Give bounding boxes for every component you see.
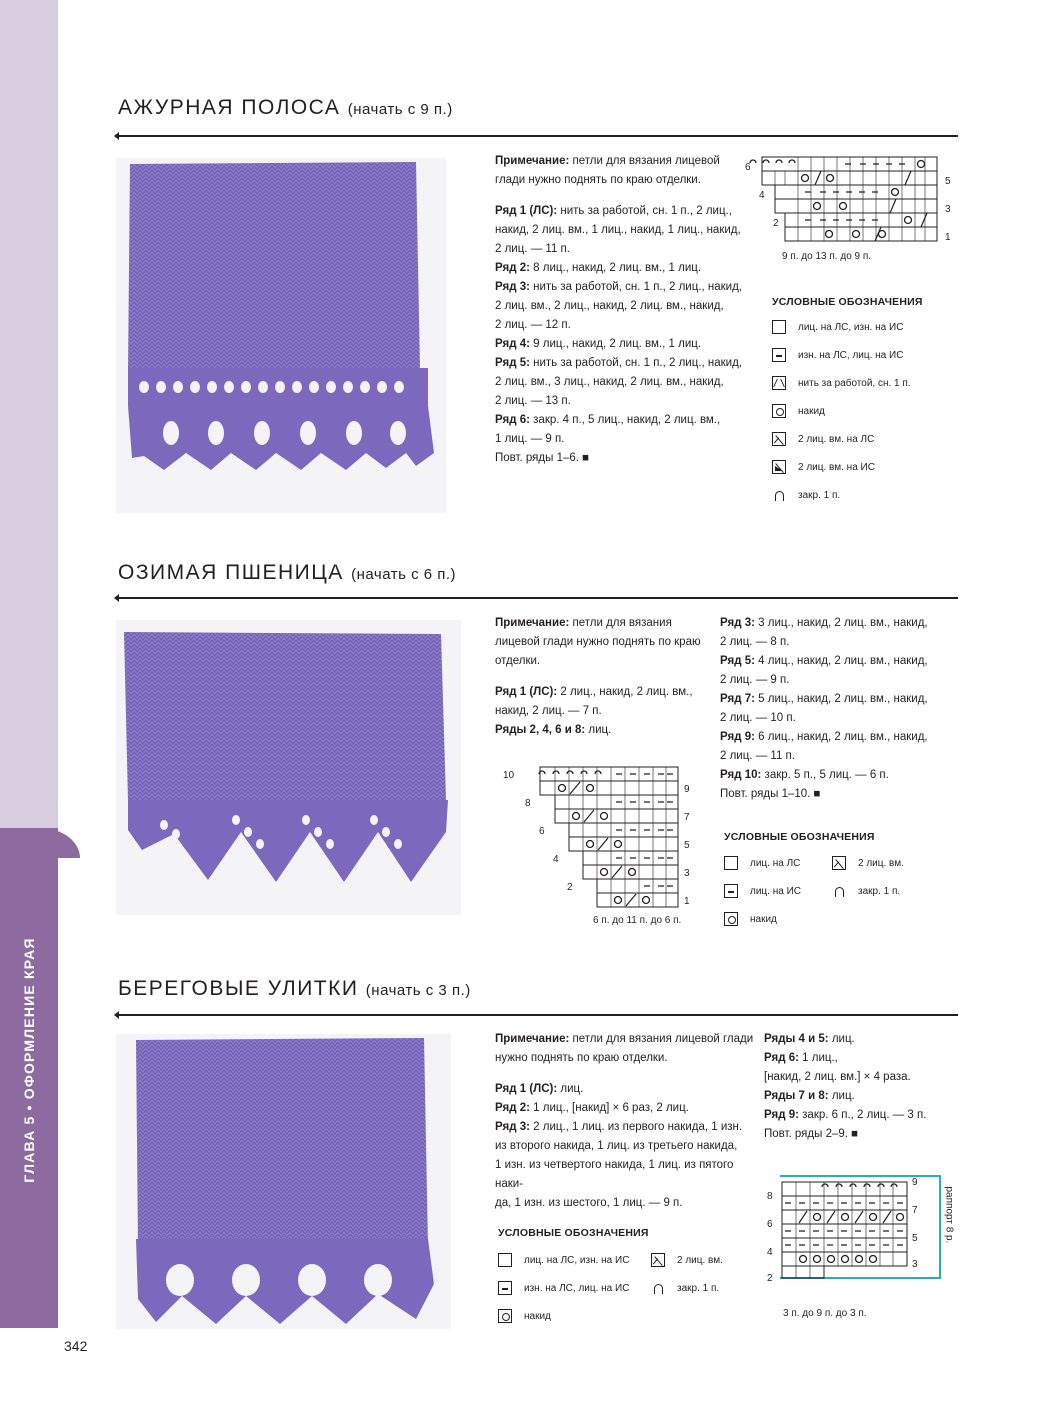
section-3-rule bbox=[118, 1014, 958, 1016]
section-1-chart-left-4: 4 bbox=[759, 190, 765, 201]
section-1-rule bbox=[118, 135, 958, 137]
k2tog-ws-icon bbox=[772, 460, 786, 474]
section-2-rule bbox=[118, 597, 958, 599]
section-3-chart-caption: 3 п. до 9 п. до 3 п. bbox=[783, 1308, 867, 1319]
section-1-legend-title: УСЛОВНЫЕ ОБОЗНАЧЕНИЯ bbox=[772, 296, 923, 308]
section-3-legend-row: 2 лиц. вм. bbox=[651, 1253, 723, 1267]
purl-icon bbox=[772, 348, 786, 362]
section-3-chart-left-8: 8 bbox=[767, 1191, 773, 1202]
section-3-chart-left-6: 6 bbox=[767, 1219, 773, 1230]
section-3-legend-row: накид bbox=[498, 1309, 551, 1323]
k2tog-icon bbox=[651, 1253, 665, 1267]
section-2-legend-row: лиц. на ИС bbox=[724, 884, 801, 898]
section-1-chart-right-1: 1 bbox=[945, 232, 951, 243]
purl-icon bbox=[498, 1281, 512, 1295]
section-3-chart bbox=[760, 1168, 960, 1328]
section-1-chart-grid bbox=[745, 155, 965, 265]
section-1-chart bbox=[745, 155, 965, 265]
section-3-chart-right-7: 7 bbox=[912, 1205, 918, 1216]
section-3-row-3: Ряд 3: 2 лиц., 1 лиц. из первого накида, 1 изн. из второго накида, 1 лиц. из третьего накида, 1 изн. из четвертого накида, 1 лиц. из пятого нaки- да, 1 изн. из шестого, 1 лиц. — 9 п. bbox=[495, 1121, 743, 1209]
section-2-chart-grid bbox=[503, 765, 703, 915]
section-1-repeat: Повт. ряды 1–6. ■ bbox=[495, 452, 590, 464]
section-2-chart-left-4: 4 bbox=[553, 854, 559, 865]
section-3-row-9: Ряд 9: закр. 6 п., 2 лиц. — 3 п. bbox=[764, 1109, 927, 1121]
section-3-instructions-right bbox=[764, 1030, 964, 1144]
section-2-row-3: Ряд 3: 3 лиц., накид, 2 лиц. вм., накид, 2 лиц. — 8 п. bbox=[720, 617, 928, 648]
section-2-chart-right-5: 5 bbox=[684, 840, 690, 851]
yarn-over-icon bbox=[498, 1309, 512, 1323]
section-2-chart-left-6: 6 bbox=[539, 826, 545, 837]
section-2-row-7: Ряд 7: 5 лиц., накид, 2 лиц. вм., накид, 2 лиц. — 10 п. bbox=[720, 693, 928, 724]
bind-off-icon bbox=[651, 1281, 665, 1295]
k2tog-icon bbox=[832, 856, 846, 870]
section-1-chart-caption: 9 п. до 13 п. до 9 п. bbox=[782, 251, 872, 262]
section-2-repeat: Повт. ряды 1–10. ■ bbox=[720, 788, 821, 800]
section-1-subtitle: (начать с 9 п.) bbox=[347, 101, 453, 118]
section-1-legend-row: 2 лиц. вм. на ИС bbox=[772, 460, 875, 474]
yarn-over-icon bbox=[724, 912, 738, 926]
section-2-chart-left-10: 10 bbox=[503, 770, 515, 781]
section-3-legend-title: УСЛОВНЫЕ ОБОЗНАЧЕНИЯ bbox=[498, 1227, 649, 1239]
section-3-chart-left-4: 4 bbox=[767, 1247, 773, 1258]
section-2-rows-even: Ряды 2, 4, 6 и 8: лиц. bbox=[495, 724, 612, 736]
knit-icon bbox=[498, 1253, 512, 1267]
sidebar-light bbox=[0, 0, 58, 828]
section-2-row-9: Ряд 9: 6 лиц., накид, 2 лиц. вм., накид, 2 лиц. — 11 п. bbox=[720, 731, 928, 762]
slip-stitch-icon bbox=[772, 376, 786, 390]
section-2-legend-row: 2 лиц. вм. bbox=[832, 856, 904, 870]
section-2-chart-right-7: 7 bbox=[684, 812, 690, 823]
knit-icon bbox=[724, 856, 738, 870]
section-1-row-6: Ряд 6: закр. 4 п., 5 лиц., накид, 2 лиц. вм., 1 лиц. — 9 п. bbox=[495, 414, 721, 445]
section-2-chart-right-9: 9 bbox=[684, 784, 690, 795]
section-2-chart-right-3: 3 bbox=[684, 868, 690, 879]
section-2-legend-row: накид bbox=[724, 912, 777, 926]
section-1-row-5: Ряд 5: нить за работой, сн. 1 п., 2 лиц., накид, 2 лиц. вм., 3 лиц., накид, 2 лиц. вм., накид, 2 лиц. — 13 п. bbox=[495, 357, 743, 407]
section-1-heading bbox=[118, 96, 453, 120]
section-3-heading bbox=[118, 977, 471, 1001]
section-3-legend-row: закр. 1 п. bbox=[651, 1281, 719, 1295]
section-2-chart-left-2: 2 bbox=[567, 882, 573, 893]
section-3-chart-right-3: 3 bbox=[912, 1259, 918, 1270]
page-number: 342 bbox=[64, 1338, 88, 1354]
section-1-legend-row: 2 лиц. вм. на ЛС bbox=[772, 432, 874, 446]
section-3-note: Примечание: петли для вязания лицевой глади нужно поднять по краю отделки. bbox=[495, 1033, 754, 1064]
section-2-heading bbox=[118, 561, 456, 585]
section-3-swatch-photo bbox=[116, 1034, 451, 1329]
section-1-legend-row: изн. на ЛС, лиц. на ИС bbox=[772, 348, 903, 362]
section-3-chart-right-5: 5 bbox=[912, 1233, 918, 1244]
section-1-instructions bbox=[495, 152, 745, 468]
section-2-instructions-right bbox=[720, 614, 950, 804]
section-1-legend-row: накид bbox=[772, 404, 825, 418]
section-1-legend-row: нить за работой, сн. 1 п. bbox=[772, 376, 911, 390]
section-1-row-4: Ряд 4: 9 лиц., накид, 2 лиц. вм., 1 лиц. bbox=[495, 338, 702, 350]
section-3-chart-grid bbox=[760, 1168, 960, 1293]
section-3-row-1: Ряд 1 (ЛС): лиц. bbox=[495, 1083, 584, 1095]
section-3-instructions-left bbox=[495, 1030, 755, 1213]
section-1-legend-row: закр. 1 п. bbox=[772, 488, 840, 502]
section-2-chart-left-8: 8 bbox=[525, 798, 531, 809]
section-1-swatch-photo bbox=[116, 158, 446, 513]
bind-off-icon bbox=[832, 884, 846, 898]
section-3-chart-left-2: 2 bbox=[767, 1273, 773, 1284]
section-1-chart-right-5: 5 bbox=[945, 176, 951, 187]
section-2-instructions-left bbox=[495, 614, 715, 740]
section-1-row-1: Ряд 1 (ЛС): нить за работой, сн. 1 п., 2 лиц., накид, 2 лиц. вм., 1 лиц., накид, 1 лиц., накид, 2 лиц. — 11 п. bbox=[495, 205, 741, 255]
section-2-row-10: Ряд 10: закр. 5 п., 5 лиц. — 6 п. bbox=[720, 769, 889, 781]
section-3-repeat: Повт. ряды 2–9. ■ bbox=[764, 1128, 859, 1140]
section-2-title: ОЗИМАЯ ПШЕНИЦА bbox=[118, 561, 344, 584]
section-3-subtitle: (начать с 3 п.) bbox=[365, 982, 471, 999]
section-1-legend-row: лиц. на ЛС, изн. на ИС bbox=[772, 320, 903, 334]
knit-icon bbox=[772, 320, 786, 334]
yarn-over-icon bbox=[772, 404, 786, 418]
k2tog-rs-icon bbox=[772, 432, 786, 446]
section-2-chart-right-1: 1 bbox=[684, 896, 690, 907]
section-2-swatch-photo bbox=[116, 620, 461, 915]
section-2-legend-row: лиц. на ЛС bbox=[724, 856, 800, 870]
section-1-chart-left-2: 2 bbox=[773, 218, 779, 229]
section-3-title: БЕРЕГОВЫЕ УЛИТКИ bbox=[118, 977, 359, 1000]
section-1-chart-right-3: 3 bbox=[945, 204, 951, 215]
section-1-title: АЖУРНАЯ ПОЛОСА bbox=[118, 96, 341, 119]
section-1-row-2: Ряд 2: 8 лиц., накид, 2 лиц. вм., 1 лиц. bbox=[495, 262, 702, 274]
section-3-row-6: Ряд 6: 1 лиц., [накид, 2 лиц. вм.] × 4 раза. bbox=[764, 1052, 911, 1083]
section-3-rows-7-8: Ряды 7 и 8: лиц. bbox=[764, 1090, 855, 1102]
section-2-legend-row: закр. 1 п. bbox=[832, 884, 900, 898]
section-3-row-2: Ряд 2: 1 лиц., [накид] × 6 раз, 2 лиц. bbox=[495, 1102, 689, 1114]
section-3-legend-row: лиц. на ЛС, изн. на ИС bbox=[498, 1253, 629, 1267]
section-1-note: Примечание: петли для вязания лицевой глади нужно поднять по краю отделки. bbox=[495, 155, 720, 186]
bind-off-icon bbox=[772, 488, 786, 502]
section-3-legend-row: изн. на ЛС, лиц. на ИС bbox=[498, 1281, 629, 1295]
section-2-chart bbox=[503, 765, 703, 930]
section-1-row-3: Ряд 3: нить за работой, сн. 1 п., 2 лиц., накид, 2 лиц. вм., 2 лиц., накид, 2 лиц. вм., накид, 2 лиц. — 12 п. bbox=[495, 281, 743, 331]
section-2-note: Примечание: петли для вязания лицевой глади нужно поднять по краю отделки. bbox=[495, 617, 701, 667]
section-1-chart-left-6: 6 bbox=[745, 162, 751, 173]
section-2-chart-caption: 6 п. до 11 п. до 6 п. bbox=[593, 915, 682, 926]
section-2-subtitle: (начать с 6 п.) bbox=[351, 566, 457, 583]
section-2-row-5: Ряд 5: 4 лиц., накид, 2 лиц. вм., накид, 2 лиц. — 9 п. bbox=[720, 655, 928, 686]
section-2-row-1: Ряд 1 (ЛС): 2 лиц., накид, 2 лиц. вм., накид, 2 лиц. — 7 п. bbox=[495, 686, 693, 717]
purl-icon bbox=[724, 884, 738, 898]
section-2-legend-title: УСЛОВНЫЕ ОБОЗНАЧЕНИЯ bbox=[724, 831, 875, 843]
section-3-chart-right-9: 9 bbox=[912, 1177, 918, 1188]
section-3-chart-side-label: раппорт 8 р. bbox=[943, 1186, 955, 1244]
section-3-rows-4-5: Ряды 4 и 5: лиц. bbox=[764, 1033, 855, 1045]
